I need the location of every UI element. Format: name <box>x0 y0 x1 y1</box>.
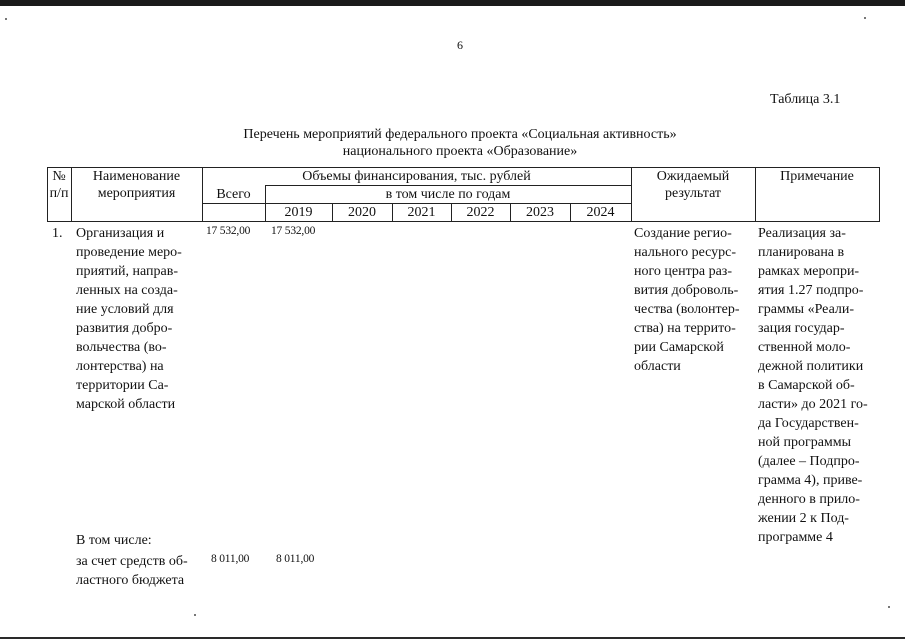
row1-note-line: планирована в <box>758 245 845 260</box>
row1-name-line: Организация и <box>76 226 165 241</box>
header-name <box>71 168 202 202</box>
header-year-2024: 2024 <box>586 205 615 220</box>
row1-note-line: граммы «Реали- <box>758 302 855 317</box>
header-year-2020: 2020 <box>348 205 376 220</box>
row1-2019: 17 532,00 <box>271 225 316 237</box>
title-line: национального проекта «Образование» <box>342 144 578 159</box>
row1-note-line: ственной моло- <box>758 340 851 355</box>
header-name-line: мероприятия <box>97 186 176 201</box>
row1-note-line: (далее – Подпро- <box>758 454 860 469</box>
row1-result-line: нального ресурс- <box>634 245 737 260</box>
header-number-line: № <box>52 169 66 184</box>
row2-name-line: ластного бюджета <box>76 573 185 588</box>
header-by-years: в том числе по годам <box>385 187 511 202</box>
header-note: Примечание <box>780 169 854 184</box>
row1-name-line: приятий, направ- <box>76 264 179 279</box>
row1-note-line: денного в прило- <box>758 492 860 507</box>
including-label: В том числе: <box>76 533 152 548</box>
row1-total: 17 532,00 <box>206 225 251 237</box>
row1-note-line: ной программы <box>758 435 852 450</box>
page-number: 6 <box>457 38 463 52</box>
scan-bottom-border <box>0 637 905 639</box>
header-year-2023: 2023 <box>526 205 554 220</box>
row2-name-line: за счет средств об- <box>76 554 188 569</box>
row1-note-line: в Самарской об- <box>758 378 855 393</box>
row1-result <box>634 224 740 376</box>
row1-result-line: ного центра раз- <box>634 264 732 279</box>
row1-result-line: Создание регио- <box>634 226 732 241</box>
row2-2019: 8 011,00 <box>276 553 315 565</box>
row1-name-line: ленных на созда- <box>76 283 178 298</box>
row1-name-line: проведение меро- <box>76 245 182 260</box>
row1-note-line: ятия 1.27 подпро- <box>758 283 864 298</box>
header-number-line: п/п <box>49 186 69 201</box>
row1-name-line: марской области <box>76 397 176 412</box>
row1-result-line: чества (волонтер- <box>634 302 740 317</box>
header-funding: Объемы финансирования, тыс. рублей <box>302 169 531 184</box>
title-line: Перечень мероприятий федерального проекта «Социальная активность» <box>243 127 677 142</box>
table-title <box>200 126 720 160</box>
row2-name <box>76 552 188 590</box>
row1-note-line: программе 4 <box>758 530 833 545</box>
table-label: Таблица 3.1 <box>770 92 841 107</box>
row2-total: 8 011,00 <box>211 553 250 565</box>
row1-note-line: да Государствен- <box>758 416 859 431</box>
row1-name-line: развития добро- <box>76 321 173 336</box>
row1-note-line: дежной политики <box>758 359 864 374</box>
header-year-2019: 2019 <box>284 205 313 220</box>
header-result-line: Ожидаемый <box>656 169 730 184</box>
row1-result-line: ства) на террито- <box>634 321 736 336</box>
header-year-2021: 2021 <box>407 205 436 220</box>
row1-number: 1. <box>52 226 63 241</box>
row1-name <box>76 224 182 414</box>
row1-note-line: рамках меропри- <box>758 264 860 279</box>
row1-result-line: области <box>634 359 681 374</box>
header-result <box>631 168 755 202</box>
row1-result-line: вития доброволь- <box>634 283 739 298</box>
row1-note-line: ласти» до 2021 го- <box>758 397 868 412</box>
row1-name-line: лонтерства) на <box>76 359 164 374</box>
row1-note-line: Реализация за- <box>758 226 846 241</box>
row1-result-line: рии Самарской <box>634 340 724 355</box>
row1-note-line: грамма 4), приве- <box>758 473 863 488</box>
header-result-line: результат <box>664 186 722 201</box>
header-name-line: Наименование <box>92 169 181 184</box>
header-year-2022: 2022 <box>466 205 495 220</box>
row1-name-line: территории Са- <box>76 378 169 393</box>
scan-top-border <box>0 0 905 6</box>
row1-name-line: ние условий для <box>76 302 174 317</box>
row1-note <box>758 224 868 547</box>
row1-note-line: зация государ- <box>758 321 845 336</box>
row1-name-line: вольчества (во- <box>76 340 167 355</box>
header-total: Всего <box>216 187 251 202</box>
row1-note-line: жении 2 к Под- <box>758 511 849 526</box>
header-number <box>47 168 71 202</box>
